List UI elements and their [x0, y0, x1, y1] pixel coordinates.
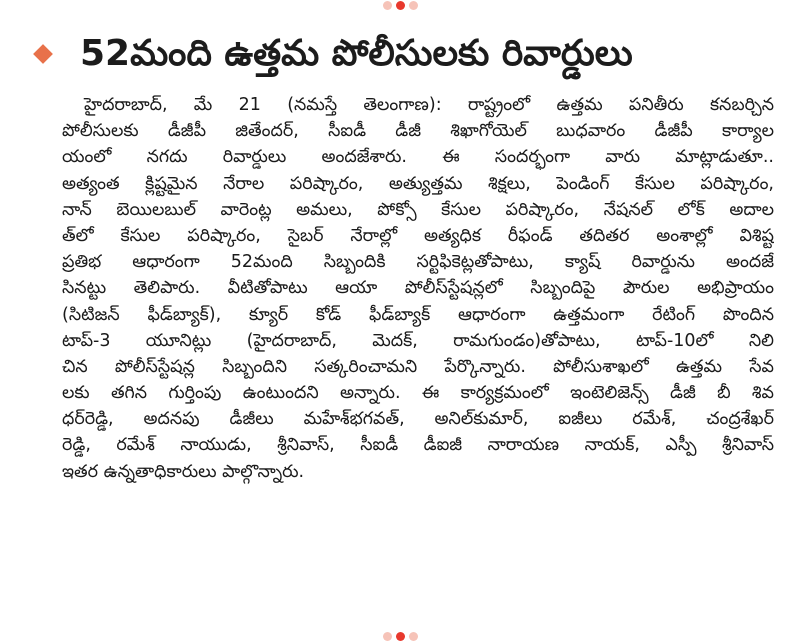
diamond-bullet-icon [33, 44, 53, 64]
article-line: (సిటిజన్ ఫీడ్‌బ్యాక్), క్యూర్ కోడ్ ఫీడ్‌బ్యాక్ ఆధారంగా ఉత్తమంగా రేటింగ్ పొందిన [62, 304, 774, 325]
article-line: నాన్ బెయిలబుల్ వారెంట్ల అమలు, పోక్సో కేసుల పరిష్కారం, నేషనల్ లోక్ అదాల [62, 199, 774, 220]
bottom-ornament [0, 631, 800, 641]
article-line: యంలో నగదు రివార్డులు అందజేశారు. ఈ సందర్భంగా వారు మాట్లాడుతూ.. [62, 147, 774, 168]
top-ornament [0, 0, 800, 10]
headline-row [30, 24, 775, 84]
article-line: లకు తగిన గుర్తింపు ఉంటుందని అన్నారు. ఈ కార్యక్రమంలో ఇంటెలిజెన్స్ డీజీ బీ శివ [62, 383, 774, 404]
ornament-dot-left [383, 632, 392, 641]
article-line: త్‌లో కేసుల పరిష్కారం, సైబర్ నేరాల్లో అత్యధిక రీఫండ్ తదితర అంశాల్లో విశిష్ట [62, 225, 774, 246]
ornament-dot-center [396, 632, 405, 641]
ornament-dot-right [409, 632, 418, 641]
article-line: ప్రతిభ ఆధారంగా 52మంది సిబ్బందికి సర్టిఫికెట్లతోపాటు, క్యాష్ రివార్డును అందజే [62, 252, 774, 273]
ornament-dot-right [409, 1, 418, 10]
ornament-dot-center [396, 1, 405, 10]
article-line: పోలీసులకు డీజీపీ జితేందర్, సీఐడీ డీజీ శిఖాగోయెల్ బుధవారం డీజీపీ కార్యాల [62, 121, 774, 142]
headline: 52మంది ఉత్తమ పోలీసులకు రివార్డులు [80, 33, 633, 75]
article-body [62, 92, 774, 485]
article-line: చిన పోలీస్‌స్టేషన్ల సిబ్బందిని సత్కరించామని పేర్కొన్నారు. పోలీసుశాఖలో ఉత్తమ సేవ [62, 356, 774, 377]
article-line: రెడ్డి, రమేశ్ నాయుడు, శ్రీనివాస్, సీఐడీ డీఐజీ నారాయణ నాయక్, ఎస్పీ శ్రీనివాస్ [62, 435, 774, 456]
article-line: టాప్-3 యూనిట్లు (హైదరాబాద్, మెదక్, రామగుండం)తోపాటు, టాప్-10లో నిలి [62, 330, 774, 351]
ornament-dot-left [383, 1, 392, 10]
article-line: అత్యంత క్లిష్టమైన నేరాల పరిష్కారం, అత్యుత్తమ శిక్షలు, పెండింగ్ కేసుల పరిష్కారం, [62, 173, 774, 194]
article-line: ధర్‌రెడ్డి, అదనపు డీజీలు మహేశ్‌భగవత్, అనిల్‌కుమార్, ఐజీలు రమేశ్, చంద్రశేఖర్ [62, 409, 774, 430]
article-line: సినట్టు తెలిపారు. వీటితోపాటు ఆయా పోలీస్‌స్టేషన్లలో సిబ్బందిపై పౌరుల అభిప్రాయం [62, 278, 774, 299]
article-line: హైదరాబాద్, మే 21 (నమస్తే తెలంగాణ): రాష్ట్రంలో ఉత్తమ పనితీరు కనబర్చిన [84, 95, 774, 115]
article-line: ఇతర ఉన్నతాధికారులు పాల్గొన్నారు. [62, 461, 305, 482]
